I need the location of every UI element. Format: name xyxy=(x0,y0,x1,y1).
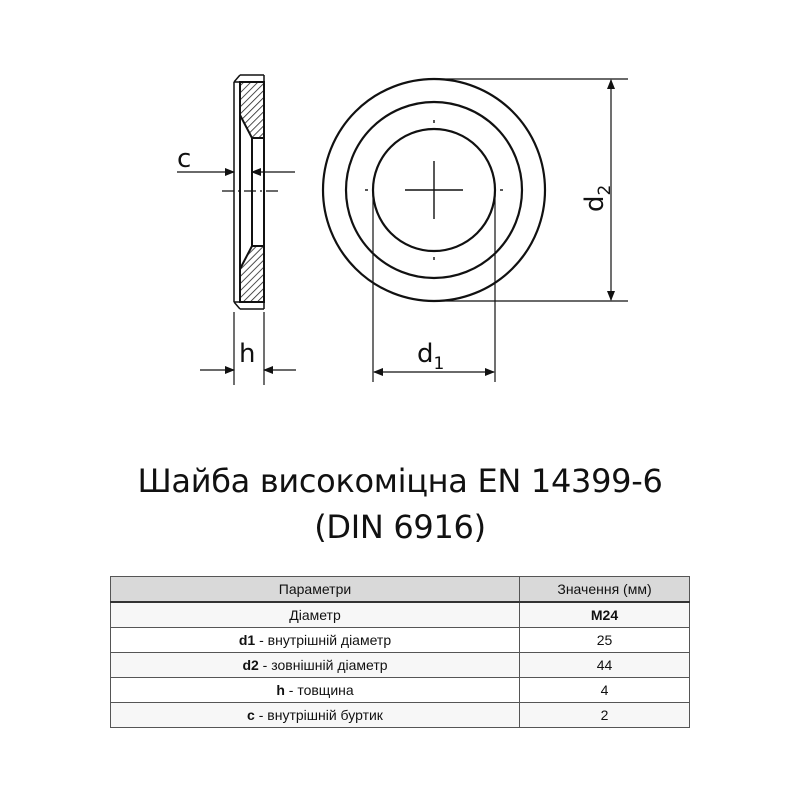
value-cell: M24 xyxy=(520,602,690,628)
washer-side-view xyxy=(177,75,296,385)
table-row xyxy=(111,678,690,703)
table-row xyxy=(111,628,690,653)
table-header-row xyxy=(111,577,690,603)
product-title xyxy=(0,458,800,550)
table-row xyxy=(111,602,690,628)
title-line-2: (DIN 6916) xyxy=(314,508,486,546)
label-d1: $d_1$ xyxy=(417,339,445,374)
value-cell: 4 xyxy=(520,678,690,703)
value-cell: 44 xyxy=(520,653,690,678)
label-h: h xyxy=(239,339,256,369)
param-cell: d1 - внутрішній діаметр xyxy=(111,628,520,653)
table-row xyxy=(111,703,690,728)
spec-table xyxy=(110,576,690,728)
param-cell: d2 - зовнішній діаметр xyxy=(111,653,520,678)
label-d2: $d_2$ xyxy=(580,184,615,212)
value-cell: 2 xyxy=(520,703,690,728)
label-c: c xyxy=(177,144,192,174)
param-cell: Діаметр xyxy=(111,602,520,628)
upper-section-hatch xyxy=(240,82,264,138)
value-cell: 25 xyxy=(520,628,690,653)
washer-front-view xyxy=(323,79,628,382)
lower-section-hatch xyxy=(240,246,264,302)
header-values: Значення (мм) xyxy=(520,577,690,603)
table-row xyxy=(111,653,690,678)
title-line-1: Шайба високоміцна EN 14399-6 xyxy=(137,462,663,500)
param-cell: h - товщина xyxy=(111,678,520,703)
param-cell: c - внутрішній буртик xyxy=(111,703,520,728)
header-parameters: Параметри xyxy=(111,577,520,603)
